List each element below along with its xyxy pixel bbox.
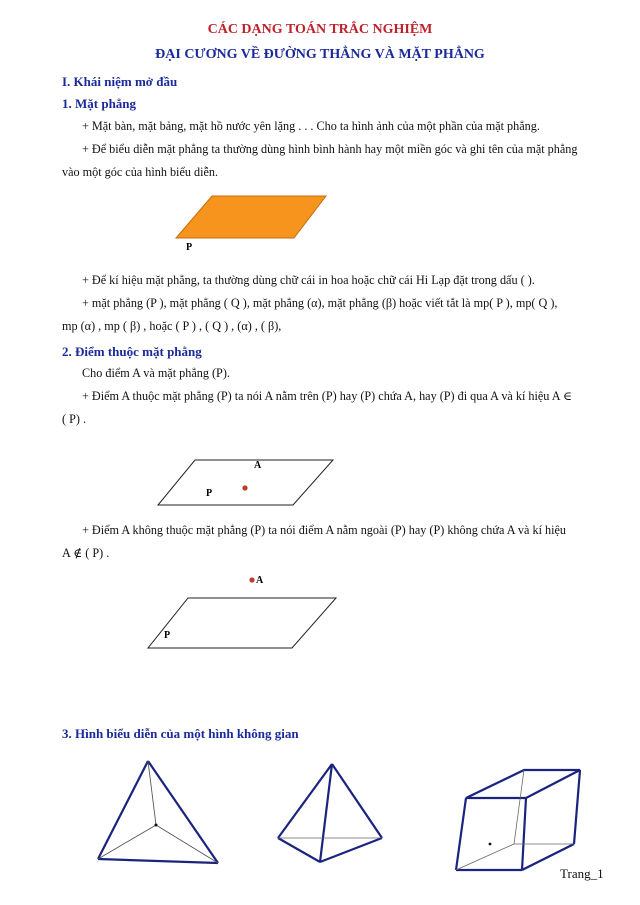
point-label: A xyxy=(256,575,264,586)
paragraph-line: A ∉ ( P) . xyxy=(62,546,110,560)
plane-parallelogram xyxy=(176,196,326,238)
plane-parallelogram xyxy=(148,598,336,648)
subsection-heading-plane: 1. Mặt phẳng xyxy=(62,96,137,111)
plane-label: P xyxy=(206,488,213,499)
parallelepiped-figure xyxy=(450,762,590,874)
paragraph-line: vào một góc của hình biểu diễn. xyxy=(62,165,219,179)
point-off-plane-figure xyxy=(140,570,340,655)
pyramid-figure xyxy=(270,758,390,868)
section-heading: I. Khái niệm mở đầu xyxy=(62,74,178,89)
plane-label: P xyxy=(186,242,193,253)
point-label: A xyxy=(254,460,262,471)
plane-parallelogram xyxy=(158,460,333,505)
plane-label: P xyxy=(164,630,171,641)
paragraph-line: + Để kí hiệu mặt phẳng, ta thường dùng chữ cái in hoa hoặc chữ cái Hi Lạp đặt trong dấu ( ). xyxy=(82,273,535,287)
page-number: Trang_1 xyxy=(560,866,604,881)
paragraph-line: + Điểm A không thuộc mặt phẳng (P) ta nói điểm A nằm ngoài (P) hay (P) không chứa A và kí hiệu xyxy=(82,523,566,537)
tetrahedron-figure xyxy=(90,755,230,870)
paragraph-line: + mặt phẳng (P ), mặt phẳng ( Q ), mặt phẳng (α), mặt phẳng (β) hoặc viết tắt là mp( P ), mp( Q ), xyxy=(82,296,558,310)
paragraph-line: mp (α) , mp ( β) , hoặc ( P ) , ( Q ) , (α) , ( β), xyxy=(62,319,282,333)
point-on-plane-figure xyxy=(150,450,340,515)
point-a xyxy=(249,577,254,582)
vertex-dot xyxy=(155,824,158,827)
paragraph-line: + Để biểu diễn mặt phẳng ta thường dùng hình bình hành hay một miền góc và ghi tên của mặt phẳng xyxy=(82,142,578,156)
paragraph-line: ( P) . xyxy=(62,412,87,426)
plane-figure-filled xyxy=(170,190,340,260)
paragraph-line: + Điểm A thuộc mặt phẳng (P) ta nói A nằm trên (P) hay (P) chứa A, hay (P) đi qua A và kí hiệu A ∈ xyxy=(82,389,572,403)
subsection-heading-point: 2. Điểm thuộc mặt phẳng xyxy=(62,344,202,359)
point-a xyxy=(242,485,247,490)
document-title: CÁC DẠNG TOÁN TRẮC NGHIỆM xyxy=(207,22,433,37)
vertex-dot xyxy=(489,843,492,846)
subsection-heading-solids: 3. Hình biểu diễn của một hình không gian xyxy=(62,726,299,741)
paragraph-line: + Mặt bàn, mặt bảng, mặt hồ nước yên lặng . . . Cho ta hình ảnh của một phần của mặt phẳng. xyxy=(82,119,540,133)
paragraph-line: Cho điểm A và mặt phẳng (P). xyxy=(82,366,230,380)
document-subtitle: ĐẠI CƯƠNG VỀ ĐƯỜNG THẲNG VÀ MẶT PHẲNG xyxy=(155,47,485,62)
